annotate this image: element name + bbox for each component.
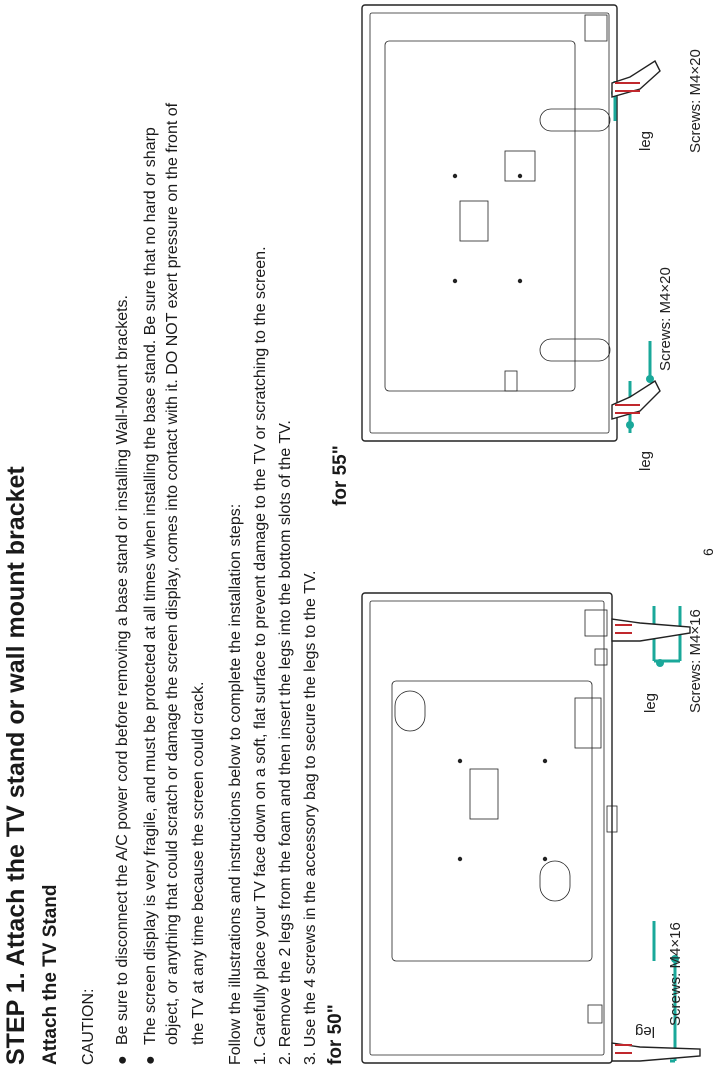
- bullet-icon: ●: [114, 1055, 131, 1065]
- leg-label-55-left: leg: [637, 450, 654, 471]
- screws-label-55-left: Screws: M4×20: [657, 267, 674, 371]
- caution-label: CAUTION:: [80, 988, 97, 1065]
- leg-label-50-left: leg: [634, 1023, 655, 1040]
- leg-label-50-right: leg: [642, 692, 659, 713]
- step-3: 3. Use the 4 screws in the accessory bag to secure the legs to the TV.: [302, 570, 319, 1065]
- step-2: 2. Remove the 2 legs from the foam and then insert the legs into the bottom slots of the TV.: [277, 420, 294, 1065]
- page-title: STEP 1. Attach the TV stand or wall mount bracket: [2, 466, 30, 1065]
- screws-label-55-right: Screws: M4×20: [687, 49, 704, 153]
- screws-label-50-right: Screws: M4×16: [687, 609, 704, 713]
- leg-label-55-right: leg: [637, 130, 654, 151]
- section-title: Attach the TV Stand: [40, 884, 61, 1065]
- mount-holes-55: [453, 174, 522, 283]
- manual-page: STEP 1. Attach the TV stand or wall mount bracket Attach the TV Stand CAUTION: ● Be sure to disconnect the A/C power cord before removing a base stand or installing Wall-Mount brackets. ● The screen display is very fragile, and must be protected at all times when installing the base stand. Be sure that no hard or sharp object, or anything that could scratch or damage the screen display, comes into contact with it. DO NOT exert pressure on the front of the TV at any time because the screen could crack. Follow the illustrations and instructions below to complete the installation steps: 1. Carefully place your TV face down on a soft, flat surface to prevent damage to the TV or scratching to the screen. 2. Remove the 2 legs from the foam and then insert the legs into the bottom slots of the TV. 3. Use the 4 screws in the accessory bag to secure the legs to the TV. for 50" for 55" 6 leg Screws: M4×16 leg Screws: M4×16 leg Screws: M4×20 leg Screws: M4×20: [0, 0, 728, 1081]
- bullet-icon: ●: [142, 1055, 159, 1065]
- screws-label-50-left: Screws: M4×16: [667, 922, 684, 1026]
- stand-legs-55: [612, 61, 660, 419]
- figure-50-label: for 50": [325, 1004, 346, 1065]
- caution-bullet-2-line-3: the TV at any time because the screen could crack.: [190, 681, 207, 1045]
- page-number: 6: [700, 548, 716, 556]
- figure-55-label: for 55": [330, 445, 351, 506]
- step-1: 1. Carefully place your TV face down on a soft, flat surface to prevent damage to the TV or scratching to the screen.: [252, 246, 269, 1065]
- caution-bullet-2-line-2: object, or anything that could scratch or damage the screen display, comes into contact with it. DO NOT exert pressure on the front of: [164, 102, 181, 1045]
- instructions-intro: Follow the illustrations and instructions below to complete the installation steps:: [227, 503, 244, 1065]
- tv-back-55: [362, 5, 617, 441]
